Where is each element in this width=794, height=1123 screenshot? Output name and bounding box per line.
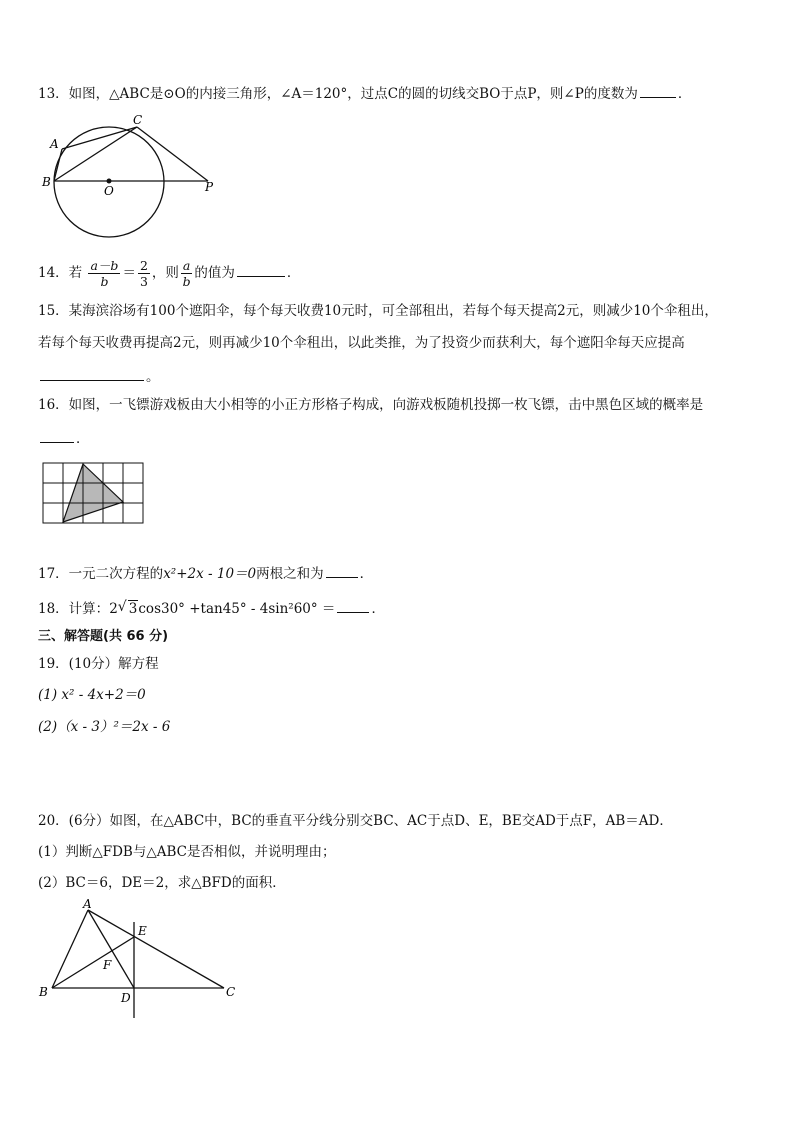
answer-blank xyxy=(326,563,358,578)
q20-triangle-figure xyxy=(36,898,246,1020)
question-20-title: 20．(6分）如图，在△ABC中，BC的垂直平分线分别交BC、AC于点D、E，BE交AD于点F，AB＝AD． xyxy=(38,813,673,829)
question-15-line-2: 若每个每天收费再提高2元，则再减少10个伞租出，以此类推，为了投资少而获利大，每个遮阳伞每天应提高 xyxy=(38,335,685,351)
question-14 xyxy=(38,256,300,290)
q13-circle-figure xyxy=(40,115,220,245)
q18-radicand: 3 xyxy=(128,601,138,617)
label-b: B xyxy=(39,985,48,999)
label-c: C xyxy=(226,985,236,999)
segment-ac xyxy=(88,910,224,988)
label-b: B xyxy=(42,175,51,189)
tangent-cp xyxy=(137,127,208,181)
q13-end: ． xyxy=(677,86,692,102)
question-15-line-3 xyxy=(38,366,160,386)
q14-equals: ＝ xyxy=(122,265,136,281)
label-a: A xyxy=(83,898,92,911)
q16-end: ． xyxy=(76,431,90,447)
q15-end: 。 xyxy=(146,369,160,385)
label-c: C xyxy=(133,115,143,127)
label-e: E xyxy=(138,924,147,938)
label-p: P xyxy=(205,180,214,194)
question-19-part-2: (2)（x - 3）²＝2x - 6 xyxy=(38,719,171,735)
question-20-part-1: (1）判断△FDB与△ABC是否相似，并说明理由； xyxy=(38,844,336,860)
q17-equation: x²+2x - 10＝0 xyxy=(163,566,257,582)
question-16-line-2 xyxy=(38,428,90,448)
answer-blank xyxy=(40,366,144,381)
question-13 xyxy=(38,83,691,103)
question-15-line-1: 15．某海滨浴场有100个遮阳伞，每个每天收费10元时，可全部租出，若每个每天提高2元，则减少10个伞租出， xyxy=(38,303,718,319)
q17-end: ． xyxy=(359,566,374,582)
question-17 xyxy=(38,563,373,583)
sqrt-symbol xyxy=(118,600,139,618)
label-o: O xyxy=(104,184,114,198)
answer-blank xyxy=(337,598,369,613)
segment-bc xyxy=(54,127,137,181)
center-dot xyxy=(107,179,112,184)
question-20-part-2: (2）BC＝6，DE＝2，求△BFD的面积． xyxy=(38,875,286,891)
answer-blank xyxy=(640,83,676,98)
segment-ac xyxy=(62,127,137,149)
q17-tail: 两根之和为 xyxy=(256,566,324,582)
shaded-triangle xyxy=(63,464,123,522)
q14-lead: 14．若 xyxy=(38,265,83,281)
question-19-title: 19．(10分）解方程 xyxy=(38,656,159,672)
question-18 xyxy=(38,598,385,618)
q13-text: 13．如图，△ABC是⊙O的内接三角形，∠A＝120°，过点C的圆的切线交BO于点P，则∠P的度数为 xyxy=(38,86,638,102)
q18-coefficient: 2 xyxy=(109,601,118,617)
question-16: 16．如图，一飞镖游戏板由大小相等的小正方形格子构成，向游戏板随机投掷一枚飞镖，击中黑色区域的概率是 xyxy=(38,397,704,413)
label-d: D xyxy=(121,991,131,1005)
q17-lead: 17．一元二次方程的 xyxy=(38,566,164,582)
fraction-2-over-3: $\frac{2}{3}$ xyxy=(139,258,148,289)
answer-blank xyxy=(237,262,285,277)
section-3-heading: 三、解答题(共 66 分) xyxy=(38,629,169,644)
question-19-part-1: (1) x² - 4x+2＝0 xyxy=(38,687,146,703)
label-f: F xyxy=(103,958,112,972)
q18-lead: 18．计算： xyxy=(38,601,110,617)
q14-tail: 的值为 xyxy=(194,265,235,281)
label-a: A xyxy=(50,137,59,151)
q14-end: ． xyxy=(286,265,301,281)
segment-ad xyxy=(88,910,134,988)
q14-mid: ，则 xyxy=(151,265,179,281)
answer-blank xyxy=(40,428,74,443)
q18-end: ． xyxy=(371,601,385,617)
fraction-a-minus-b-over-b: $\frac{a-b}{b}$ xyxy=(90,258,119,289)
q16-dartboard-grid xyxy=(42,462,144,524)
fraction-a-over-b: $\frac{a}{b}$ xyxy=(182,258,191,289)
q18-expression: cos30° +tan45° - 4sin²60° ＝ xyxy=(138,601,336,617)
